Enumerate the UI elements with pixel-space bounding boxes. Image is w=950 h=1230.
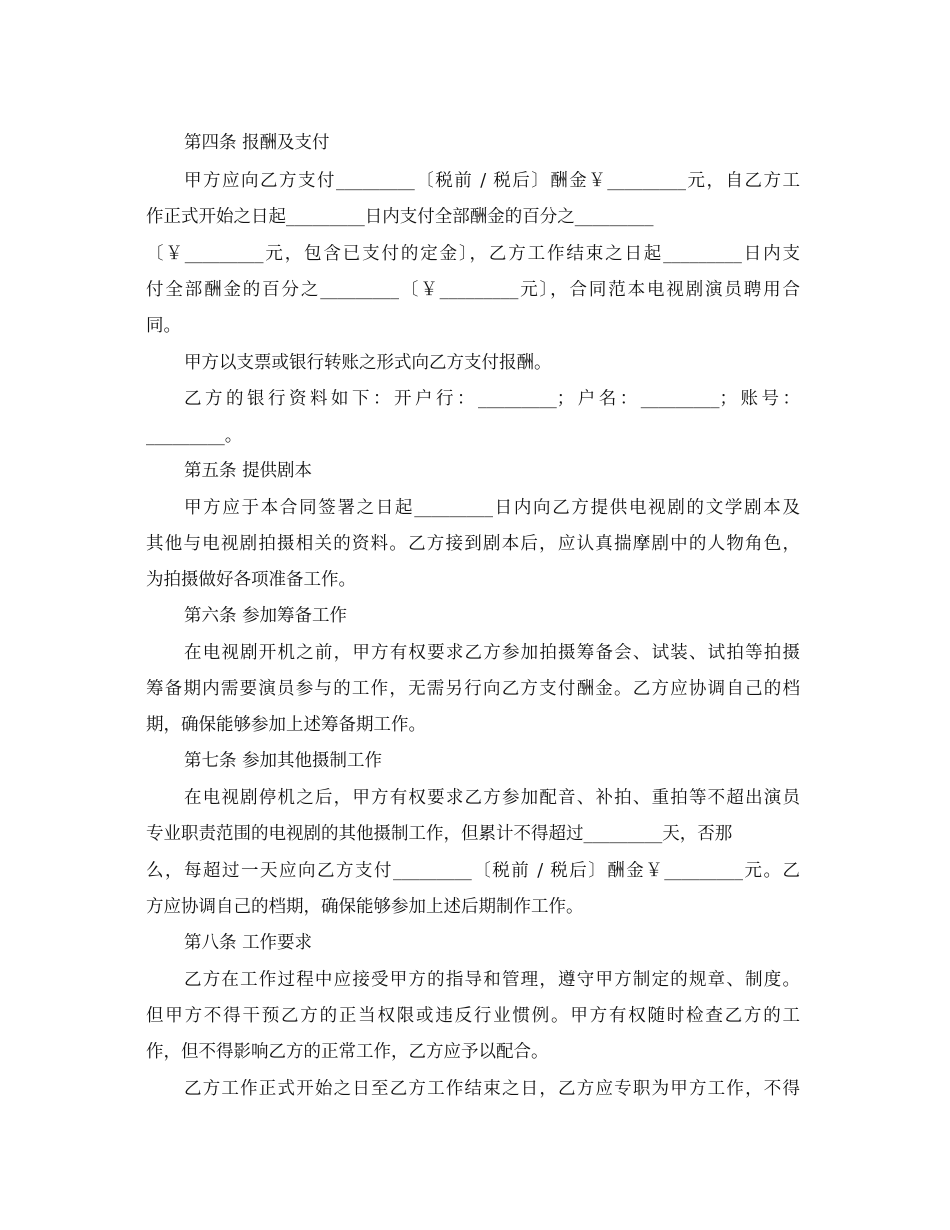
paragraph-line: 作，但不得影响乙方的正常工作，乙方应予以配合。 [146,1042,549,1062]
heading-article-5: 第五条 提供剧本 [184,461,313,481]
paragraph-line: 乙方在工作过程中应接受甲方的指导和管理，遵守甲方制定的规章、制度。 [184,970,800,990]
paragraph-line: 专业职责范围的电视剧的其他摄制工作，但累计不得超过_________天，否那 [146,824,733,844]
heading-article-6: 第六条 参加筹备工作 [184,606,348,626]
paragraph-line: 甲方以支票或银行转账之形式向乙方支付报酬。 [184,353,552,373]
paragraph-line: 么，每超过一天应向乙方支付_________〔税前 / 税后〕酬金￥_________元。乙 [146,861,800,881]
paragraph-line: 但甲方不得干预乙方的正当权限或违反行业惯例。甲方有权随时检查乙方的工 [146,1006,800,1026]
paragraph-line: 甲方应向乙方支付_________〔税前 / 税后〕酬金￥_________元，自乙方工 [184,171,800,191]
heading-article-4: 第四条 报酬及支付 [184,133,330,153]
heading-article-7: 第七条 参加其他摄制工作 [184,751,383,771]
paragraph-line: 方应协调自己的档期，确保能够参加上述后期制作工作。 [146,897,584,917]
paragraph-line: 在电视剧停机之后，甲方有权要求乙方参加配音、补拍、重拍等不超出演员 [184,788,800,808]
paragraph-line: 其他与电视剧拍摄相关的资料。乙方接到剧本后，应认真揣摩剧中的人物角色， [146,534,800,554]
paragraph-line: 作正式开始之日起_________日内支付全部酬金的百分之_________ [146,207,654,227]
paragraph-line: 在电视剧开机之前，甲方有权要求乙方参加拍摄筹备会、试装、试拍等拍摄 [184,643,800,663]
paragraph-line: 乙方的银行资料如下：开户行：_________；户名：_________；账号： [184,389,800,409]
heading-article-8: 第八条 工作要求 [184,933,313,953]
paragraph-line: _________。 [146,426,243,446]
paragraph-line: 〔￥_________元，包含已支付的定金〕，乙方工作结束之日起_________日内支 [146,244,800,264]
paragraph-line: 筹备期内需要演员参与的工作，无需另行向乙方支付酬金。乙方应协调自己的档 [146,679,800,699]
paragraph-line: 为拍摄做好各项准备工作。 [146,570,356,590]
paragraph-line: 期，确保能够参加上述筹备期工作。 [146,715,426,735]
paragraph-line: 甲方应于本合同签署之日起_________日内向乙方提供电视剧的文学剧本及 [184,498,800,518]
paragraph-line: 乙方工作正式开始之日至乙方工作结束之日，乙方应专职为甲方工作，不得 [184,1079,800,1099]
paragraph-line: 付全部酬金的百分之_________〔￥_________元〕，合同范本电视剧演员聘用合 [146,280,800,300]
paragraph-line: 同。 [146,316,181,336]
